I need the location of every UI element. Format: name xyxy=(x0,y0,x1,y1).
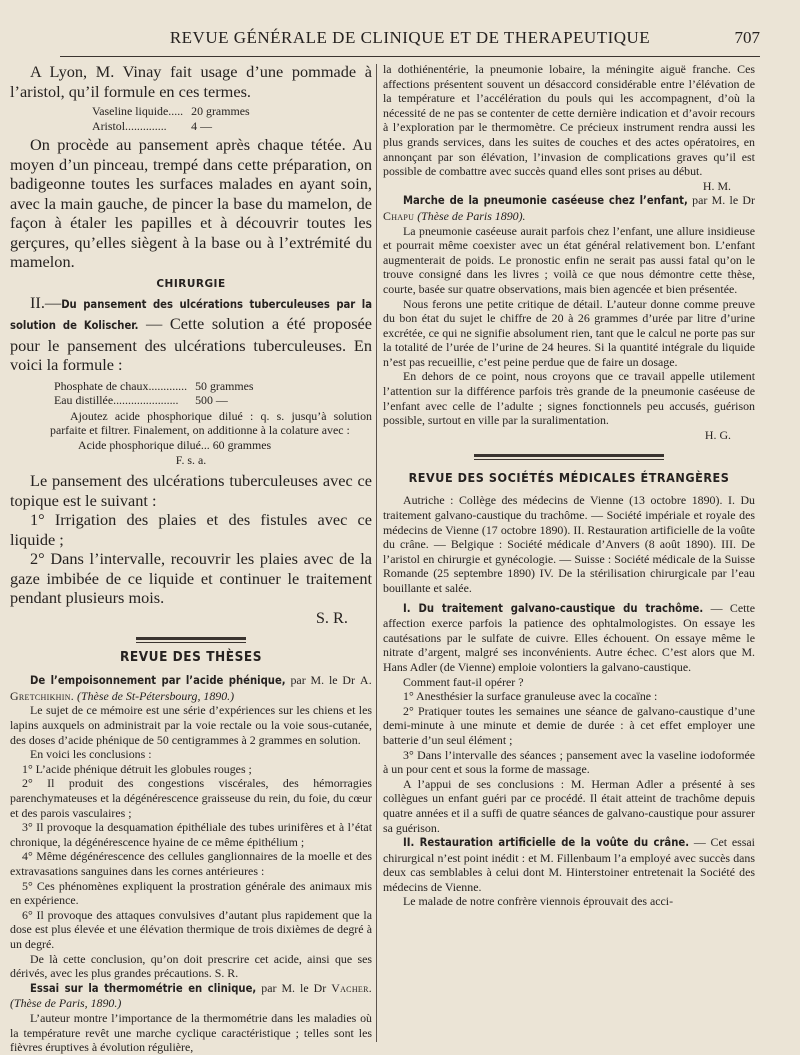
journal-title: REVUE GÉNÉRALE DE CLINIQUE ET DE THERAPEUTIQUE xyxy=(169,28,651,47)
paragraph: En voici les conclusions : xyxy=(30,747,152,762)
paragraph: L’auteur montre l’importance de la thermométrie dans les maladies où la température revêt une marche cyclique caractéristique ; telles sont les fièvres éruptives à évolution régulière, xyxy=(10,1010,372,1055)
formula-quantity: 20 grammes xyxy=(191,104,250,118)
signature: H. G. xyxy=(704,427,731,442)
paragraph: 1° Irrigation des plaies et des fistules avec ce liquide ; xyxy=(10,510,372,549)
paragraph xyxy=(383,835,755,894)
section-label-chirurgie: CHIRURGIE xyxy=(156,277,226,290)
formula-row xyxy=(88,104,254,119)
formula-quantity: 500 — xyxy=(195,393,228,408)
formula-ingredient: Vaseline liquide..... xyxy=(92,104,184,118)
formula-quantity: 4 — xyxy=(191,118,212,133)
paragraph: La pneumonie caséeuse aurait parfois chez l’enfant, une allure insidieuse et pourrait même coexister avec un état général relativement bon. L’enfant augmenterait de poids. Le pronostic enfin ne serait pas aussi fatal qu’on le trouve consigné dans les livres ; voilà ce que nous démontre cette thèse, courte, basée sur quatre observations, mais bien agencée et bien présentée. xyxy=(383,223,755,296)
paragraph: A Lyon, M. Vinay fait usage d’une pommade à l’aristol, qu’il formule en ces termes. xyxy=(10,62,372,101)
signature: H. M. xyxy=(702,178,731,193)
paragraph xyxy=(383,601,755,675)
formula-fsa: F. s. a. xyxy=(175,452,207,467)
paragraph: En dehors de ce point, nous croyons que ce travail appelle utilement l’attention sur la différence parfois très grande de la pneumonie caséeuse de l’enfant avec celle de l’adulte ; signes fonctionnels peu accusés, guérison possible, surtout en ville par la suralimentation. xyxy=(383,369,755,428)
paragraph-text: la dothiénentérie, la pneumonie lobaire, la méningite aiguë franche. Ces affections présentent souvent un désaccord considérable entre l’élévation de la température et l’accélération du pouls qui les accompagnent, d’où la nécessité de ne pas se contenter de cette dernière indication et d’avoir recours à l’exploration par le thermomètre. Ce précieux instrument rendra aussi les plus grands services, dans les suites de couches et des actes opératoires, en annonçant par son élévation, l’invasion de complications graves qu’il est possible de combattre avec succès quand elles sont prises au début. xyxy=(383,62,755,179)
item-text: — Cette affection exerce parfois la patience des ophtalmologistes. On essaye les cautésations par le sulfate de cuivre. Elles échouent. On essaye même le nitrate d’argent, malgré ses inconvénients. Autre échec. C’est alors que M. Hans Adler (de Vienne) emploie volontiers la galvano-caustique. xyxy=(383,600,756,674)
conclusion-item: 3° Il provoque la desquamation épithéliale des tubes urinifères et à l’état chronique, la dégénérescence hyaine de ce même épithélium ; xyxy=(10,820,372,849)
conclusion-item: 6° Il provoque des attaques convulsives d’autant plus rapidement que la dose est plus élevée et une élévation thermique de trois dixièmes de degré à un degré. xyxy=(10,907,372,951)
thesis-author: Vacher. xyxy=(331,980,372,995)
paragraph: 1° Anesthésier la surface granuleuse avec la cocaïne : xyxy=(403,689,658,704)
paragraph: Nous ferons une petite critique de détail. L’auteur donne comme preuve du bon état du sujet le chiffre de 20 à 26 grammes d’urée par litre d’urine excrétée, ce qui ne signifie absolument rien, tant que le calcul ne porte pas sur la totalité de l’urée de l’urine de 24 heures. Si la quantité intégrale du liquide n’est pas recueillie, c’est peine perdue que de faire un dosage. xyxy=(383,296,755,369)
paragraph: A l’appui de ses conclusions : M. Herman Adler a présenté à ses collègues un enfant guéri par ce procédé. Il était atteint de trachôme depuis quatre années et il a suffi de quatre séances de galvano-caustique pour assurer sa guérison. xyxy=(383,776,755,835)
left-column xyxy=(10,62,372,1055)
paragraph: Le malade de notre confrère viennois éprouvait des acci- xyxy=(403,894,674,909)
thesis-byline: par M. le Dr xyxy=(285,673,360,688)
right-column xyxy=(383,62,755,1042)
paragraph-text: De là cette conclusion, qu’on doit prescrire cet acide, ainsi que ses dérivés, avec les plus grandes précautions. xyxy=(10,951,372,981)
thesis-heading: De l’empoisonnement par l’acide phénique, xyxy=(30,674,286,688)
conclusion-item: 4° Même dégénérescence des cellules ganglionnaires de la moelle et des extravasations sanguines dans les cornes antérieures : xyxy=(10,849,372,878)
conclusion-item: 2° Il produit des congestions viscérales, des hémorragies parenchymateuses et la dégénérescence graisseuse du rein, du foie, du cœur et des parois vasculaires ; xyxy=(10,776,372,820)
paragraph xyxy=(383,62,755,179)
thesis-source: (Thèse de Paris 1890). xyxy=(417,208,526,223)
item-heading: Du pansement des ulcérations tuberculeuses par la solution de Kolischer. xyxy=(10,297,372,333)
conclusion-item: 5° Ces phénomènes expliquent la prostration générale des animaux mis en expérience. xyxy=(10,878,372,908)
conclusion-item: 1° L’acide phénique détruit les globules rouges ; xyxy=(22,761,252,776)
formula-row xyxy=(88,119,254,134)
paragraph: 3° Dans l’intervalle des séances ; pansement avec la vaseline iodoformée à un pour cent et sous la forme de massage. xyxy=(383,747,755,777)
thesis-heading: Essai sur la thermométrie en clinique, xyxy=(30,981,257,995)
page-number: 707 xyxy=(734,28,760,47)
formula-table xyxy=(88,104,254,133)
formula-ingredient: Eau distillée...................... xyxy=(54,393,179,408)
thesis-byline: par M. le Dr xyxy=(256,980,332,995)
signature: S. R. xyxy=(214,966,239,981)
paragraph xyxy=(10,293,372,375)
paragraph: On procède au pansement après chaque tétée. Au moyen d’un pinceau, trempé dans cette préparation, on badigeonne toutes les surfaces malades en ayant soin, avec la main gauche, de pincer la base du mamelon, de façon à étaler les papilles et à découvrir toutes les gerçures, qu’elles siègent à la base ou à l’extrémité du mamelon. xyxy=(10,135,372,272)
formula-ingredient: Phosphate de chaux............. xyxy=(54,378,188,393)
signature: S. R. xyxy=(315,607,348,627)
thesis-author: Chapu xyxy=(383,208,415,223)
formula-note: Ajoutez acide phosphorique dilué : q. s. jusqu’à solution parfaite et filtrer. Finalement, on additionne à la colature avec : xyxy=(50,408,372,438)
section-rule xyxy=(474,454,664,460)
paragraph: Comment faut-il opérer ? xyxy=(403,674,524,689)
formula-extra: Acide phosphorique dilué... 60 grammes xyxy=(78,438,272,453)
thesis-entry xyxy=(10,673,372,703)
section-rule xyxy=(136,637,246,643)
paragraph: Le sujet de ce mémoire est une série d’expériences sur les chiens et les lapins auxquels on administrait par la voie rectale ou la voie sous-cutanée, des doses d’acide phénique de 50 centigrammes à 2 grammes en solution. xyxy=(10,703,372,747)
item-number: II.— xyxy=(30,292,62,312)
thesis-entry xyxy=(383,193,755,223)
thesis-byline: par M. le Dr xyxy=(687,193,755,208)
formula-row xyxy=(50,393,258,408)
formula-ingredient: Aristol.............. xyxy=(92,118,167,133)
column-divider xyxy=(376,64,377,1042)
thesis-author: A. Gretchikhin. xyxy=(10,673,372,703)
section-title-theses: REVUE DES THÈSES xyxy=(119,649,263,666)
thesis-source: (Thèse de St-Pétersbourg, 1890.) xyxy=(77,688,235,703)
formula-quantity: 50 grammes xyxy=(195,378,254,393)
thesis-entry xyxy=(10,981,372,1011)
item-heading: II. Restauration artificielle de la voûte du crâne. xyxy=(403,836,690,850)
formula-row xyxy=(50,379,258,394)
paragraph: 2° Pratiquer toutes les semaines une séance de galvano-caustique d’une demi-minute à une minute et demie de durée : à cet effet employer une batterie d’un seul élément ; xyxy=(383,703,755,747)
societies-list: Autriche : Collège des médecins de Vienne (13 octobre 1890). I. Du traitement galvano-caustique du trachôme. — Société impériale et royale des médecins de Vienne (17 octobre 1890). II. Restauration artificielle de la voûte du crâne. — Belgique : Société médicale d’Anvers (8 août 1890). III. De l’aristol en chirurgie et gynécologie. — Suisse : Société médicale de la Suisse Romande (25 septembre 1890) IV. De la stérilisation chirurgicale par l’eau bouillante et salée. xyxy=(383,493,755,595)
thesis-heading: Marche de la pneumonie caséeuse chez l’enfant, xyxy=(403,194,688,208)
thesis-source: (Thèse de Paris, 1890.) xyxy=(10,996,122,1011)
running-header xyxy=(60,26,760,57)
item-heading: I. Du traitement galvano-caustique du trachôme. xyxy=(403,601,704,615)
section-title-societes: REVUE DES SOCIÉTÉS MÉDICALES ÉTRANGÈRES xyxy=(408,470,730,486)
paragraph xyxy=(10,952,372,981)
item-text: — Cette solution a été proposée pour le pansement des ulcérations tuberculeuses. En voici la formule : xyxy=(10,314,372,375)
paragraph: Le pansement des ulcérations tuberculeuses avec ce topique est le suivant : xyxy=(10,471,372,510)
item-text: — Cet essai chirurgical n’est point inédit : et M. Fillenbaum l’a employé avec succès dans deux cas semblables à celui dont M. Hinterstoiner entretenait la Société des médecins de Vienne. xyxy=(383,835,755,894)
formula-table xyxy=(50,379,258,408)
paragraph: 2° Dans l’intervalle, recouvrir les plaies avec de la gaze imbibée de ce liquide et continuer le traitement pendant plusieurs mois. xyxy=(10,549,372,608)
